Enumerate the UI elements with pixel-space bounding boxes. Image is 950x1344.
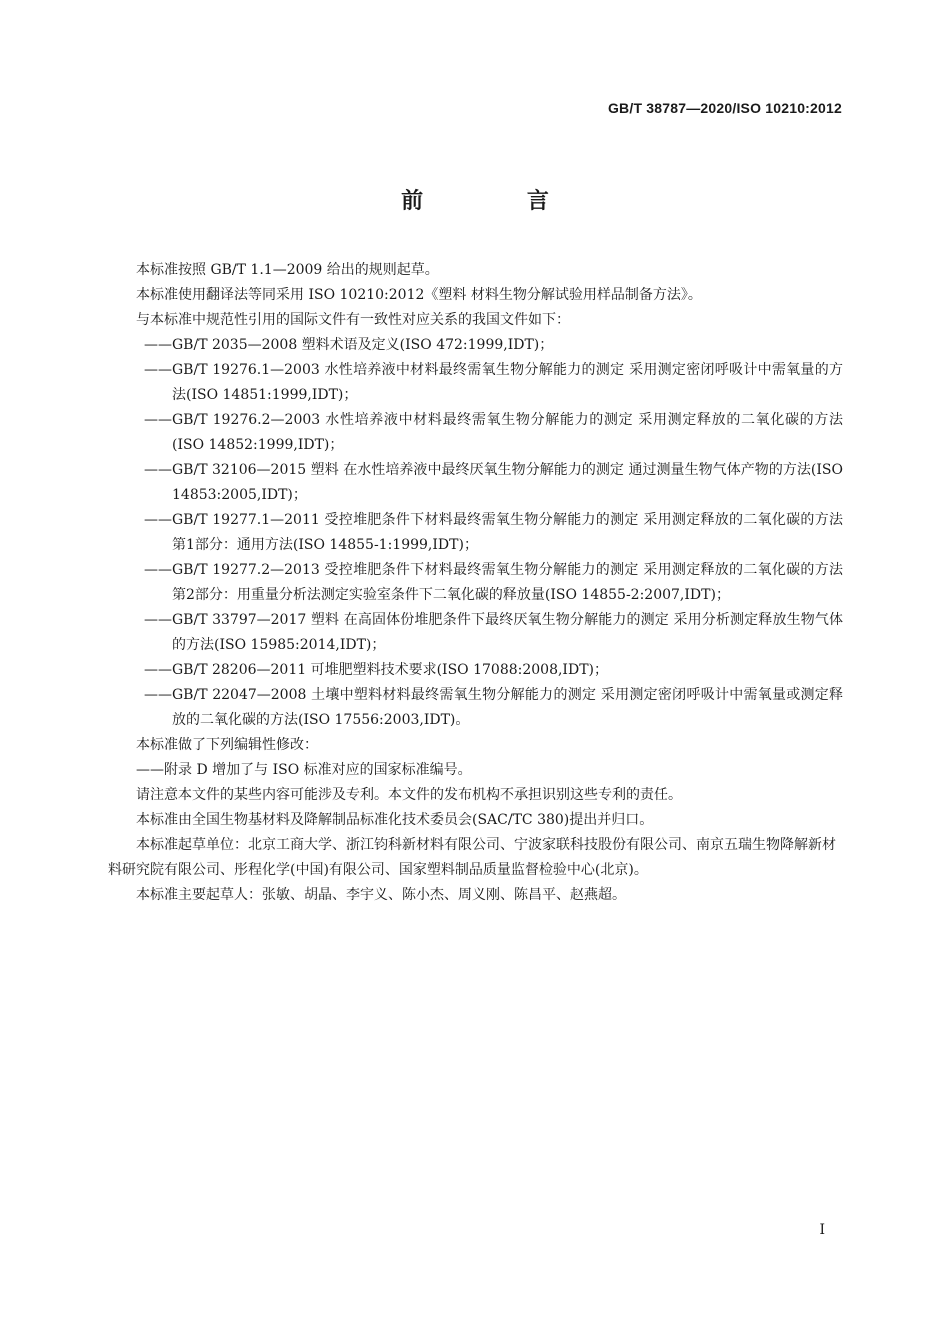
reference-item: ——GB/T 2035—2008 塑料术语及定义(ISO 472:1999,IDT)； bbox=[144, 337, 554, 353]
reference-item: ——GB/T 28206—2011 可堆肥塑料技术要求(ISO 17088:2008,IDT)； bbox=[144, 662, 608, 678]
page-title: 前 言 bbox=[401, 189, 597, 214]
reference-item: ——GB/T 33797—2017 塑料 在高固体份堆肥条件下最终厌氧生物分解能力的测定 采用分析测定释放生物气体的方法(ISO 15985:2014,IDT)； bbox=[144, 612, 843, 653]
reference-item: ——GB/T 22047—2008 土壤中塑料材料最终需氧生物分解能力的测定 采用测定密闭呼吸计中需氧量或测定释放的二氧化碳的方法(ISO 17556:2003,IDT)。 bbox=[144, 687, 843, 728]
paragraph-drafting-units: 本标准起草单位：北京工商大学、浙江钧科新材料有限公司、宁波家联科技股份有限公司、南京五瑞生物降解新材料研究院有限公司、彤程化学(中国)有限公司、国家塑料制品质量监督检验中心(北京)。 bbox=[108, 837, 836, 878]
foreword-body bbox=[108, 258, 843, 908]
reference-item: ——GB/T 19276.1—2003 水性培养液中材料最终需氧生物分解能力的测定 采用测定密闭呼吸计中需氧量的方法(ISO 14851:1999,IDT)； bbox=[144, 362, 843, 403]
reference-item: ——GB/T 19277.1—2011 受控堆肥条件下材料最终需氧生物分解能力的测定 采用测定释放的二氧化碳的方法 第1部分：通用方法(ISO 14855-1:1999,IDT)； bbox=[144, 512, 843, 553]
paragraph-annex-change: ——附录 D 增加了与 ISO 标准对应的国家标准编号。 bbox=[136, 762, 472, 778]
paragraph-drafting-rules: 本标准按照 GB/T 1.1—2009 给出的规则起草。 bbox=[136, 262, 439, 278]
paragraph-adoption: 本标准使用翻译法等同采用 ISO 10210:2012《塑料 材料生物分解试验用样品制备方法》。 bbox=[136, 287, 702, 303]
standard-code: GB/T 38787—2020/ISO 10210:2012 bbox=[607, 100, 842, 116]
reference-item: ——GB/T 19277.2—2013 受控堆肥条件下材料最终需氧生物分解能力的测定 采用测定释放的二氧化碳的方法 第2部分：用重量分析法测定实验室条件下二氧化碳的释放量(ISO 14855-2:2007,IDT)； bbox=[144, 562, 843, 603]
reference-item: ——GB/T 19276.2—2003 水性培养液中材料最终需氧生物分解能力的测定 采用测定释放的二氧化碳的方法(ISO 14852:1999,IDT)； bbox=[144, 412, 843, 453]
paragraph-references-intro: 与本标准中规范性引用的国际文件有一致性对应关系的我国文件如下： bbox=[136, 312, 570, 328]
paragraph-committee: 本标准由全国生物基材料及降解制品标准化技术委员会(SAC/TC 380)提出并归口。 bbox=[136, 812, 654, 828]
page-number: I bbox=[819, 1222, 825, 1238]
paragraph-drafters: 本标准主要起草人：张敏、胡晶、李宇义、陈小杰、周义刚、陈昌平、赵燕超。 bbox=[136, 887, 626, 903]
paragraph-editorial-changes: 本标准做了下列编辑性修改： bbox=[136, 737, 318, 753]
reference-item: ——GB/T 32106—2015 塑料 在水性培养液中最终厌氧生物分解能力的测定 通过测量生物气体产物的方法(ISO 14853:2005,IDT)； bbox=[144, 462, 843, 503]
paragraph-patent-notice: 请注意本文件的某些内容可能涉及专利。本文件的发布机构不承担识别这些专利的责任。 bbox=[136, 787, 682, 803]
